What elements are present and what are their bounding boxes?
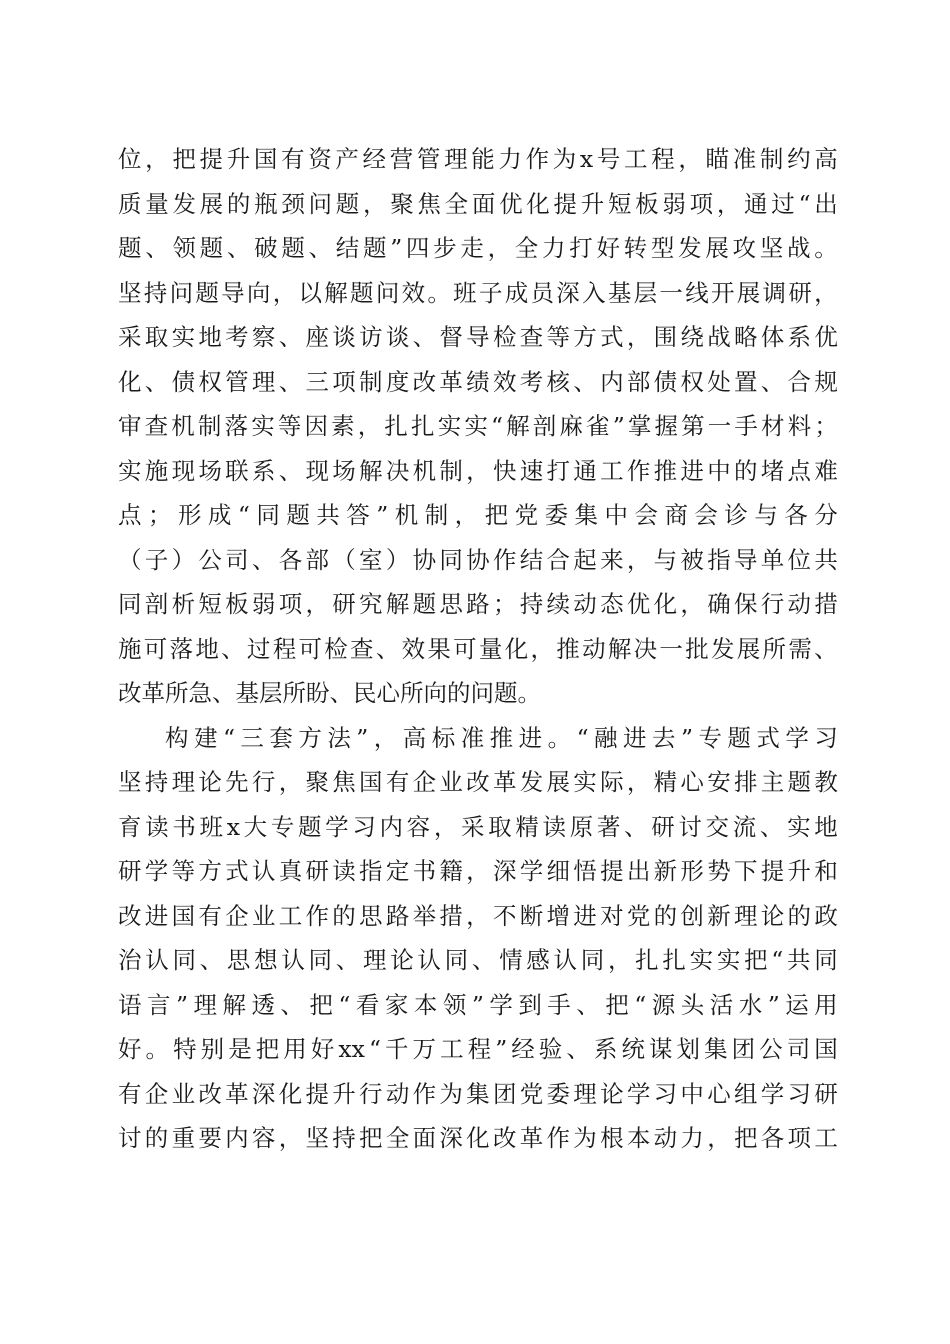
text-line: 题 、 领 题 、 破 题 、 结 题 ” 四 步 走 ， 全 力 打 好 转 型 发 展 攻 坚 战 。 [118,234,838,262]
text-line: 改革所急、基层所盼、民心所向的问题。 [118,679,541,707]
text-line: 采 取 实 地 考 察 、 座 谈 访 谈 、 督 导 检 查 等 方 式 ， 围 绕 战 略 体 系 优 [118,323,838,351]
text-line: 位 ， 把 提 升 国 有 资 产 经 营 管 理 能 力 作 为 x 号 工 程 ， 瞄 准 制 约 高 [118,145,838,173]
text-line: 语 言 ” 理 解 透 、 把 “ 看 家 本 领 ” 学 到 手 、 把 “ 源 头 活 水 ” 运 用 [118,990,838,1019]
text-line: 育 读 书 班 x 大 专 题 学 习 内 容 ， 采 取 精 读 原 著 、 研 讨 交 流 、 实 地 [118,812,838,841]
text-line: 改 进 国 有 企 业 工 作 的 思 路 举 措 ， 不 断 增 进 对 党 的 创 新 理 论 的 政 [118,901,838,930]
text-line: 讨 的 重 要 内 容 ， 坚 持 把 全 面 深 化 改 革 作 为 根 本 动 力 ， 把 各 项 工 [118,1124,838,1152]
text-line: 研 学 等 方 式 认 真 研 读 指 定 书 籍 ， 深 学 细 悟 提 出 新 形 势 下 提 升 和 [118,857,838,885]
text-line: 好 。 特 别 是 把 用 好 xx “ 千 万 工 程 ” 经 验 、 系 统 谋 划 集 团 公 司 国 [118,1035,838,1063]
text-line: 实 施 现 场 联 系 、 现 场 解 决 机 制 ， 快 速 打 通 工 作 推 进 中 的 堵 点 难 [118,456,838,485]
text-line: 点 ； 形 成 “ 同 题 共 答 ” 机 制 ， 把 党 委 集 中 会 商 会 诊 与 各 分 [118,501,838,529]
body-text [118,137,838,1161]
text-line: 有 企 业 改 革 深 化 提 升 行 动 作 为 集 团 党 委 理 论 学 习 中 心 组 学 习 研 [118,1079,838,1108]
text-line: 审 查 机 制 落 实 等 因 素 ， 扎 扎 实 实 “ 解 剖 麻 雀 ” 掌 握 第 一 手 材 料 ； [118,412,838,440]
text-line: 治 认 同 、 思 想 认 同 、 理 论 认 同 、 情 感 认 同 ， 扎 扎 实 实 把 “ 共 同 [118,946,838,974]
text-line: 坚 持 问 题 导 向 ， 以 解 题 问 效 。 班 子 成 员 深 入 基 层 一 线 开 展 调 研 ， [118,278,838,307]
text-line: 化 、 债 权 管 理 、 三 项 制 度 改 革 绩 效 考 核 、 内 部 债 权 处 置 、 合 规 [118,367,838,396]
text-line: 同 剖 析 短 板 弱 项 ， 研 究 解 题 思 路 ； 持 续 动 态 优 化 ， 确 保 行 动 措 [118,590,838,618]
text-line: 坚 持 理 论 先 行 ， 聚 焦 国 有 企 业 改 革 发 展 实 际 ， 精 心 安 排 主 题 教 [118,768,838,796]
text-line: （ 子 ） 公 司 、 各 部 （ 室 ） 协 同 协 作 结 合 起 来 ， 与 被 指 导 单 位 共 [118,545,838,574]
text-line: 构 建 “ 三 套 方 法 ” ， 高 标 准 推 进 。 “ 融 进 去 ” 专 题 式 学 习 [165,723,838,752]
text-line: 施 可 落 地 、 过 程 可 检 查 、 效 果 可 量 化 ， 推 动 解 决 一 批 发 展 所 需 、 [118,634,838,663]
text-line: 质 量 发 展 的 瓶 颈 问 题 ， 聚 焦 全 面 优 化 提 升 短 板 弱 项 ， 通 过 “ 出 [118,189,838,218]
